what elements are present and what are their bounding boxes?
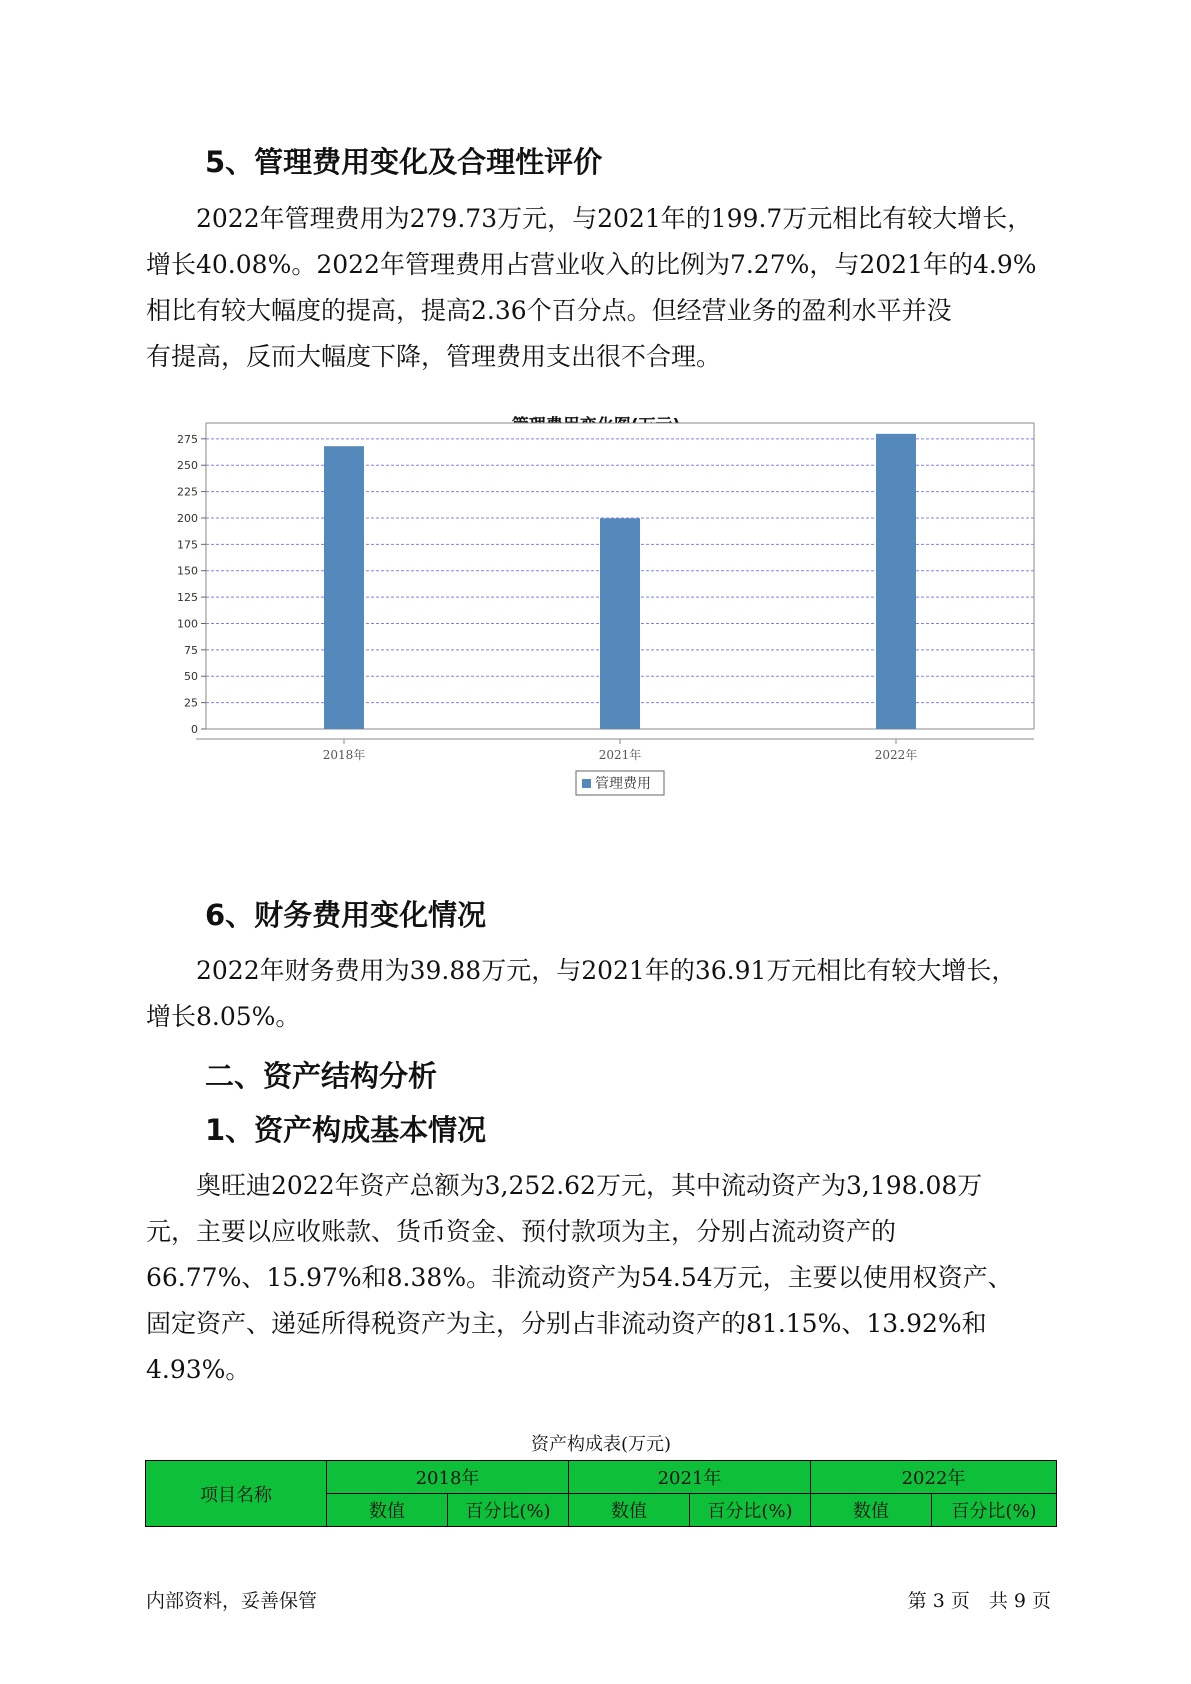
paragraph-line: 66.77%、15.97%和8.38%。非流动资产为54.54万元，主要以使用权资产、 (146, 1263, 1013, 1292)
y-tick-label: 175 (177, 538, 198, 552)
y-tick-label: 0 (191, 723, 198, 736)
paragraph-line: 固定资产、递延所得税资产为主，分别占非流动资产的81.15%、13.92%和 (146, 1309, 987, 1338)
x-tick-label: 2018年 (322, 748, 366, 762)
y-tick-label: 75 (184, 643, 198, 657)
section-two-heading: 二、资产结构分析 (205, 1059, 438, 1093)
y-tick-label: 50 (184, 670, 198, 684)
section-6-paragraph (146, 948, 1056, 1040)
paragraph-line: 增长8.05%。 (146, 1002, 301, 1031)
section-two-1-heading: 1、资产构成基本情况 (205, 1113, 487, 1147)
management-expense-chart (146, 405, 1046, 865)
year-header: 2021年 (569, 1461, 811, 1494)
y-tick-label: 25 (184, 696, 198, 710)
y-tick-label: 125 (177, 591, 198, 605)
x-tick-label: 2022年 (874, 748, 918, 762)
paragraph-line: 奥旺迪2022年资产总额为3,252.62万元，其中流动资产为3,198.08万 (146, 1171, 983, 1200)
paragraph-line: 2022年财务费用为39.88万元，与2021年的36.91万元相比有较大增长， (146, 956, 1017, 985)
percent-header: 百分比(%) (932, 1494, 1057, 1527)
value-header: 数值 (569, 1494, 690, 1527)
year-header: 2022年 (811, 1461, 1057, 1494)
paragraph-line: 4.93%。 (146, 1355, 251, 1384)
paragraph-line: 2022年管理费用为279.73万元，与2021年的199.7万元相比有较大增长， (146, 204, 1033, 233)
bar (600, 518, 640, 729)
y-tick-label: 100 (177, 617, 198, 631)
y-tick-label: 200 (177, 511, 198, 525)
value-header: 数值 (327, 1494, 448, 1527)
bar (876, 434, 916, 729)
legend-label: 管理费用 (595, 776, 651, 792)
paragraph-line: 有提高，反而大幅度下降，管理费用支出很不合理。 (146, 342, 722, 371)
y-tick-label: 275 (177, 432, 198, 446)
y-tick-label: 250 (177, 459, 198, 473)
table-header-row (146, 1461, 1057, 1494)
x-tick-label: 2021年 (598, 748, 642, 762)
y-tick-label: 225 (177, 485, 198, 499)
section-6-heading: 6、财务费用变化情况 (205, 898, 487, 932)
section-5-paragraph (146, 196, 1056, 380)
section-5-heading: 5、管理费用变化及合理性评价 (205, 145, 603, 179)
asset-composition-table (145, 1460, 1057, 1527)
paragraph-line: 增长40.08%。2022年管理费用占营业收入的比例为7.27%，与2021年的4.9% (146, 250, 1037, 279)
percent-header: 百分比(%) (448, 1494, 569, 1527)
year-header: 2018年 (327, 1461, 569, 1494)
footer-page-number: 第 3 页 共 9 页 (907, 1590, 1051, 1612)
paragraph-line: 相比有较大幅度的提高，提高2.36个百分点。但经营业务的盈利水平并没 (146, 296, 952, 325)
footer-confidential-note: 内部资料，妥善保管 (146, 1590, 318, 1612)
percent-header: 百分比(%) (690, 1494, 811, 1527)
chart-canvas (146, 405, 1046, 865)
section-two-1-paragraph (146, 1163, 1056, 1393)
y-tick-label: 150 (177, 564, 198, 578)
legend-swatch (582, 779, 591, 788)
item-name-header: 项目名称 (146, 1461, 327, 1527)
table-title: 资产构成表(万元) (530, 1434, 672, 1455)
bar (324, 446, 364, 729)
value-header: 数值 (811, 1494, 932, 1527)
paragraph-line: 元，主要以应收账款、货币资金、预付款项为主，分别占流动资产的 (146, 1217, 897, 1246)
